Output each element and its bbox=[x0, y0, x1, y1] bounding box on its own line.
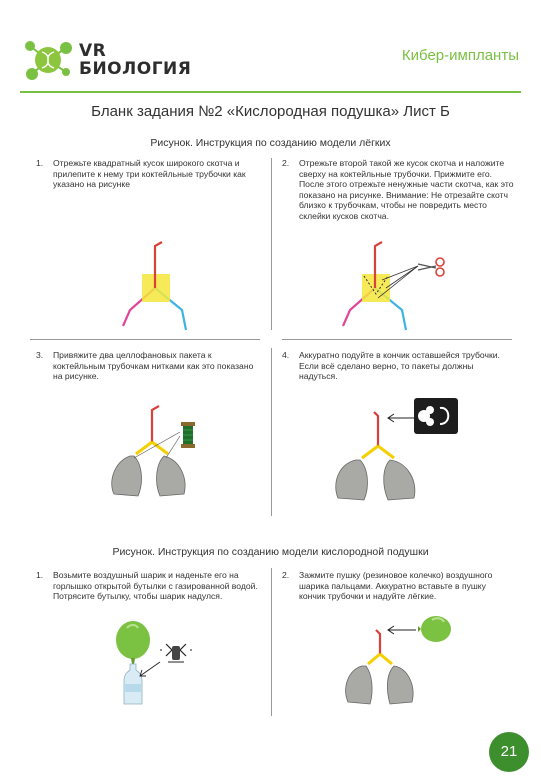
grid-divider-vertical-pillow bbox=[271, 568, 272, 716]
logo-text bbox=[79, 42, 191, 78]
step-number: 1. bbox=[36, 570, 44, 580]
step-number: 2. bbox=[282, 158, 290, 168]
logo-line-1: VR bbox=[79, 41, 107, 61]
blowing-mouth-icon bbox=[414, 398, 458, 434]
header-divider bbox=[20, 91, 521, 93]
step-number: 3. bbox=[36, 350, 44, 360]
cut-tape-illustration bbox=[340, 238, 460, 338]
grid-divider-horizontal-left bbox=[30, 339, 260, 340]
step-text: Аккуратно подуйте в кончик оставшейся трубочки. Если всё сделано верно, то пакеты должны надуться. bbox=[299, 350, 500, 382]
small-balloon-icon bbox=[418, 614, 452, 644]
grid-divider-vertical-top bbox=[271, 158, 272, 330]
step-number: 4. bbox=[282, 350, 290, 360]
grid-divider-vertical-bottom bbox=[271, 348, 272, 516]
sheet-title: Бланк задания №2 «Кислородная подушка» Лист Б bbox=[91, 103, 450, 120]
pillow-caption: Рисунок. Инструкция по созданию модели кислородной подушки bbox=[112, 546, 429, 558]
step-text: Отрежьте квадратный кусок широкого скотча и прилепите к нему три коктейльные трубочки как указано на рисунке bbox=[53, 158, 246, 190]
three-straws-tape-illustration bbox=[120, 238, 200, 338]
step-number: 2. bbox=[282, 570, 290, 580]
step-text: Зажмите пушку (резиновое колечко) воздушного шарика пальцами. Аккуратно вставьте в пушку кончик трубочки и надуйте лёгкие. bbox=[299, 570, 493, 602]
section-title: Кибер-импланты bbox=[401, 47, 519, 64]
tie-bags-illustration bbox=[104, 402, 214, 502]
grid-divider-horizontal-right bbox=[282, 339, 512, 340]
thread-spool-icon bbox=[180, 422, 196, 448]
logo-line-2: БИОЛОГИЯ bbox=[79, 59, 192, 79]
balloon-inflate-lungs-illustration bbox=[340, 622, 430, 712]
step-text: Отрежьте второй такой же кусок скотча и наложите сверху на коктейльные трубочки. Прижмите его. После этого отрежьте ненужные части скотча, как это показано на рисунке. Внимание: Не отрезайте скотч близко к трубочкам, чтобы не повредить место склейки кусков скотча. bbox=[299, 158, 514, 221]
shaking-hands-icon bbox=[160, 640, 192, 666]
vr-biology-logo-icon bbox=[18, 36, 78, 84]
arrow-to-bottle-icon bbox=[136, 660, 162, 680]
scissors-icon bbox=[418, 256, 448, 278]
step-text: Привяжите два целлофановых пакета к коктейльным трубочкам нитками как это показано на рисунке. bbox=[53, 350, 254, 382]
lungs-caption: Рисунок. Инструкция по созданию модели лёгких bbox=[150, 137, 391, 149]
step-text: Возьмите воздушный шарик и наденьте его на горлышко открытой бутылки с газированной водой. Потрясите бутылку, чтобы шарик надулся. bbox=[53, 570, 258, 602]
page-number-badge: 21 bbox=[489, 732, 529, 772]
step-number: 1. bbox=[36, 158, 44, 168]
